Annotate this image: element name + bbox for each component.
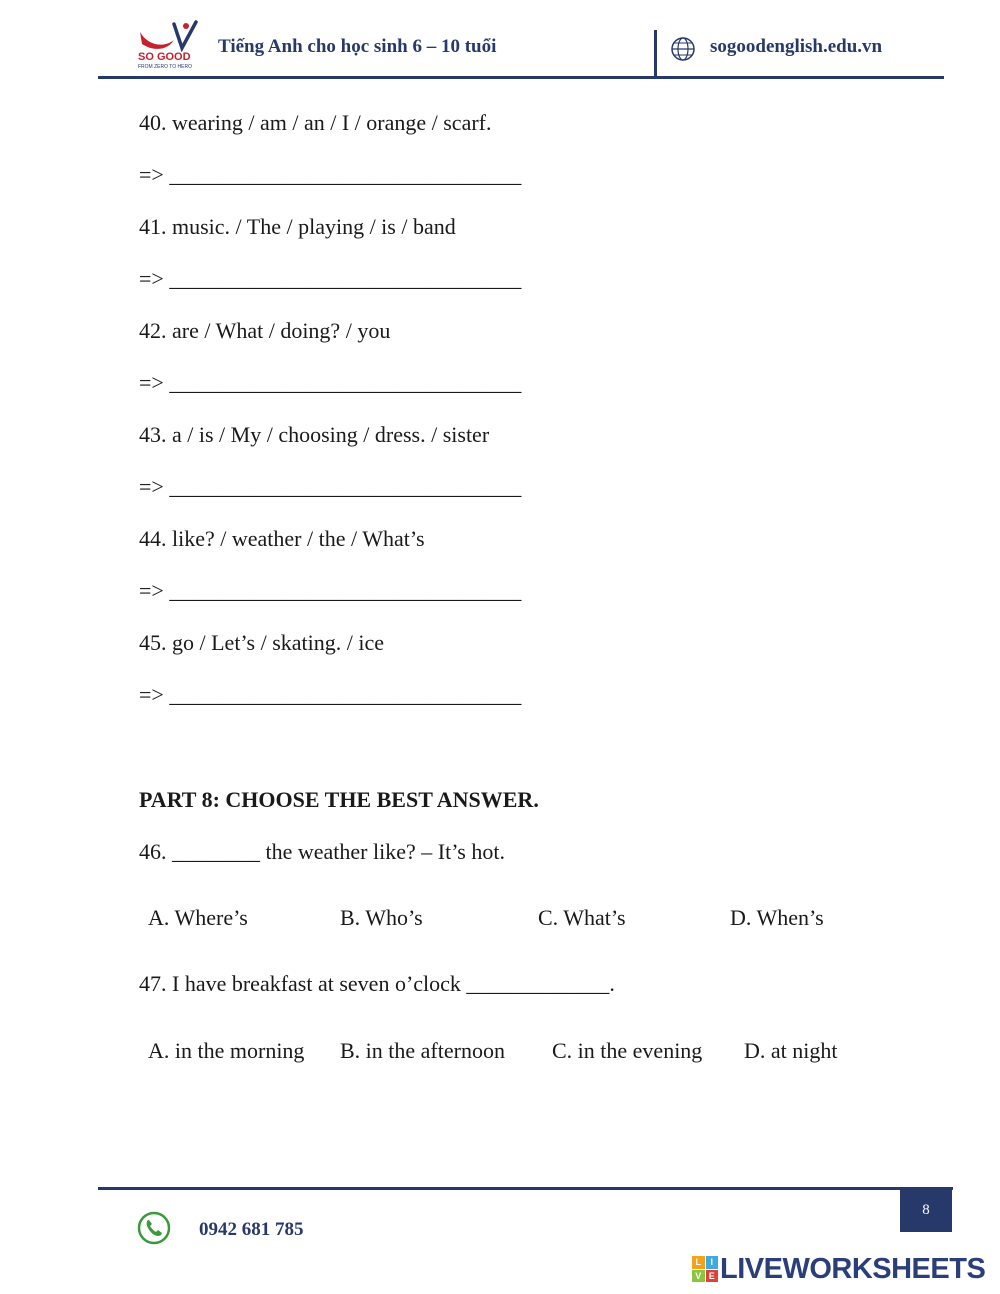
question-46: 46. ________ the weather like? – It’s hot. [139, 839, 505, 864]
answer-line-40[interactable]: => ________________________________ [139, 162, 522, 187]
question-44: 44. like? / weather / the / What’s [139, 526, 425, 551]
q47-option-c[interactable]: C. in the evening [552, 1038, 703, 1063]
lw-grid-v: V [692, 1270, 705, 1283]
question-40: 40. wearing / am / an / I / orange / scarf. [139, 110, 492, 135]
question-42: 42. are / What / doing? / you [139, 318, 391, 343]
q47-option-d[interactable]: D. at night [744, 1038, 838, 1063]
logo-tagline: FROM ZERO TO HERO [138, 64, 192, 70]
lw-grid-i: I [706, 1256, 719, 1269]
q46-option-c[interactable]: C. What’s [538, 905, 626, 930]
liveworksheets-text: LIVEWORKSHEETS [720, 1252, 986, 1285]
question-45: 45. go / Let’s / skating. / ice [139, 630, 385, 655]
answer-line-45[interactable]: => ________________________________ [139, 682, 522, 707]
logo-text: SO GOOD [138, 51, 191, 63]
sogood-logo-icon [134, 18, 200, 70]
q46-option-a[interactable]: A. Where’s [148, 905, 248, 930]
page-header [0, 0, 1000, 90]
part-8-title: PART 8: CHOOSE THE BEST ANSWER. [139, 787, 539, 812]
lw-grid-e: E [706, 1270, 719, 1283]
question-41: 41. music. / The / playing / is / band [139, 214, 456, 239]
header-site-link[interactable]: sogoodenglish.edu.vn [710, 36, 883, 57]
answer-line-41[interactable]: => ________________________________ [139, 266, 522, 291]
phone-number[interactable]: 0942 681 785 [199, 1219, 304, 1240]
globe-icon [670, 36, 696, 62]
answer-line-43[interactable]: => ________________________________ [139, 474, 522, 499]
liveworksheets-logo-icon [692, 1256, 718, 1282]
lw-grid-l: L [692, 1256, 705, 1269]
liveworksheets-brand[interactable] [692, 1254, 985, 1284]
question-47: 47. I have breakfast at seven o’clock _____________. [139, 971, 615, 996]
header-title: Tiếng Anh cho học sinh 6 – 10 tuổi [218, 36, 497, 57]
phone-icon [137, 1211, 171, 1245]
page-number: 8 [900, 1189, 952, 1232]
answer-line-42[interactable]: => ________________________________ [139, 370, 522, 395]
q46-option-b[interactable]: B. Who’s [340, 905, 423, 930]
q46-option-d[interactable]: D. When’s [730, 905, 824, 930]
q47-option-b[interactable]: B. in the afternoon [340, 1038, 505, 1063]
header-divider [654, 30, 657, 76]
q47-option-a[interactable]: A. in the morning [148, 1038, 305, 1063]
footer-rule [98, 1187, 953, 1190]
header-rule [98, 76, 944, 79]
answer-line-44[interactable]: => ________________________________ [139, 578, 522, 603]
question-43: 43. a / is / My / choosing / dress. / sister [139, 422, 490, 447]
